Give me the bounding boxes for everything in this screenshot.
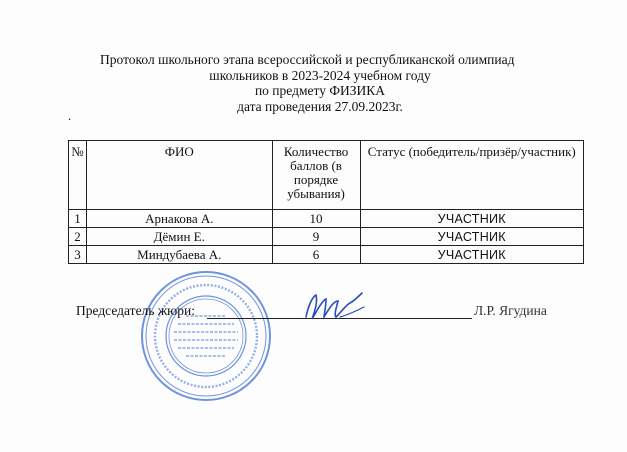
row-status: УЧАСТНИК bbox=[360, 228, 584, 246]
header-status: Статус (победитель/призёр/участник) bbox=[360, 141, 584, 210]
chair-label: Председатель жюри: bbox=[76, 303, 195, 318]
stray-marker: . bbox=[68, 108, 72, 123]
row-fio: Миндубаева А. bbox=[86, 246, 272, 264]
row-status: УЧАСТНИК bbox=[360, 210, 584, 228]
header-num: № bbox=[69, 141, 87, 210]
row-score: 6 bbox=[272, 246, 360, 264]
row-num: 1 bbox=[69, 210, 87, 228]
chair-name: Л.Р. Ягудина bbox=[474, 303, 547, 318]
row-score: 9 bbox=[272, 228, 360, 246]
handwritten-signature bbox=[300, 287, 370, 327]
official-stamp bbox=[138, 268, 274, 404]
table-row bbox=[69, 210, 584, 228]
table-header-row bbox=[69, 141, 584, 210]
header-fio: ФИО bbox=[86, 141, 272, 210]
row-status: УЧАСТНИК bbox=[360, 246, 584, 264]
header-line-2: школьников в 2023-2024 учебном году bbox=[209, 67, 431, 83]
header-line-4: дата проведения 27.09.2023г. bbox=[237, 98, 403, 114]
row-num: 2 bbox=[69, 228, 87, 246]
header-line-3: по предмету ФИЗИКА bbox=[254, 83, 386, 98]
table-row bbox=[69, 228, 584, 246]
row-fio: Дёмин Е. bbox=[86, 228, 272, 246]
row-fio: Арнакова А. bbox=[86, 210, 272, 228]
protocol-header bbox=[60, 52, 580, 114]
header-score: Количество баллов (в порядке убывания) bbox=[272, 141, 360, 210]
table-row bbox=[69, 246, 584, 264]
row-score: 10 bbox=[272, 210, 360, 228]
header-line-1: Протокол школьного этапа всероссийской и республиканской олимпиад bbox=[100, 52, 515, 67]
results-table bbox=[68, 140, 584, 264]
row-num: 3 bbox=[69, 246, 87, 264]
